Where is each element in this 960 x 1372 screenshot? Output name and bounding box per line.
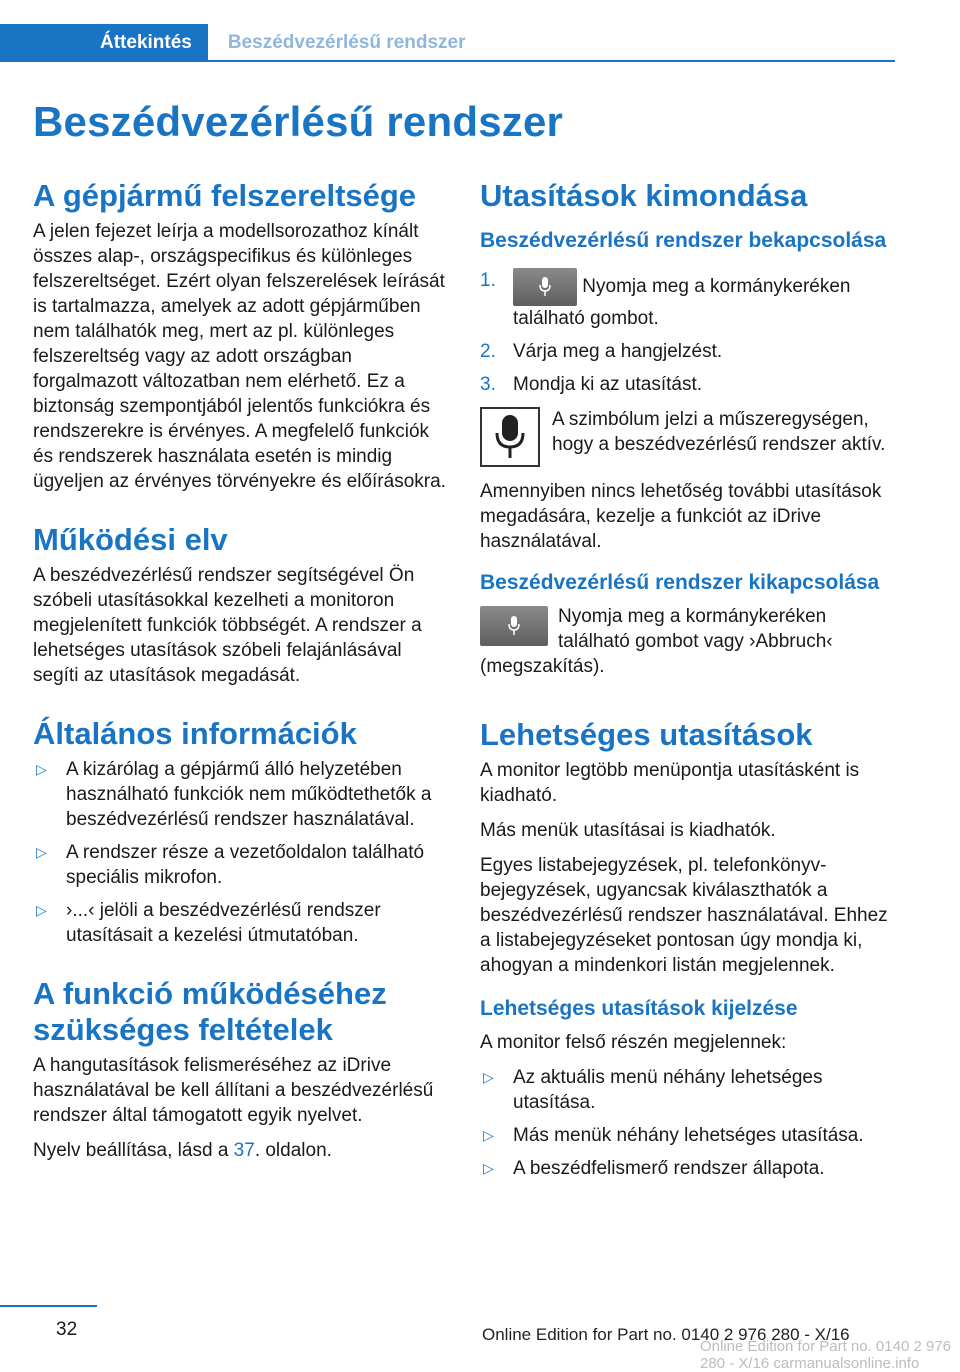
language-suffix: . oldalon. <box>254 1140 332 1161</box>
microphone-icon <box>480 407 540 467</box>
language-setting-text <box>33 1138 449 1163</box>
subtitle-display-commands: Lehetséges utasítások kijelzése <box>480 997 798 1020</box>
section-title-commands: Utasítások kimondása <box>480 178 808 213</box>
language-prefix: Nyelv beállítása, lásd a <box>33 1140 234 1161</box>
triangle-bullet-icon: ▷ <box>36 761 47 777</box>
triangle-bullet-icon: ▷ <box>36 902 47 918</box>
header-tabs <box>0 24 485 62</box>
list-item-text: Más menük néhány lehetséges utasítása. <box>513 1125 864 1146</box>
step-item <box>480 339 900 364</box>
deactivate-row <box>480 604 900 689</box>
header-divider <box>0 60 895 62</box>
section-title-equipment: A gépjármű felszereltsége <box>33 178 417 213</box>
step-text: Várja meg a hangjelzést. <box>513 341 723 362</box>
commands-p1: A monitor legtöbb menüpontja utasításként is kiadható. <box>480 760 860 806</box>
step-number: 3. <box>480 374 496 395</box>
list-item <box>33 898 449 948</box>
page-title: Beszédvezérlésű rendszer <box>33 98 564 145</box>
list-item-text: A beszédfelismerő rendszer állapota. <box>513 1158 825 1179</box>
triangle-bullet-icon: ▷ <box>36 844 47 860</box>
voice-button-icon <box>513 268 577 306</box>
section-title-possible-commands: Lehetséges utasítások <box>480 717 813 752</box>
triangle-bullet-icon: ▷ <box>483 1069 494 1085</box>
tab-overview[interactable]: Áttekintés <box>0 24 208 62</box>
commands-p2: Más menük utasításai is kiadhatók. <box>480 820 776 841</box>
triangle-bullet-icon: ▷ <box>483 1160 494 1176</box>
triangle-bullet-icon: ▷ <box>483 1127 494 1143</box>
general-info-list <box>33 757 449 948</box>
tab-voice-control[interactable]: Beszédvezérlésű rendszer <box>227 32 466 53</box>
display-text: A monitor felső részén megjelennek: <box>480 1032 787 1053</box>
equipment-text: A jelen fejezet leírja a modellsorozathoz kínált összes alap-, országspecifikus és különleges felszereltséget. Ezért olyan felszerelések leírását is tartalmazza, amelyek az adott gépjárműben nem találhatók meg, mert az pl. különleges felszereltség vagy az adott országban forgalmazott változatban nem elérhető. Ez a biztonság szempontjából jelentős funkciókra és rendszerekre is érvényes. A megfelelő funkciók és rendszerek használata esetén is mindig ügyeljen az érvényes törvényekre és előírásokra. <box>33 221 446 492</box>
step-number: 1. <box>480 270 496 291</box>
edition-text: Online Edition for Part no. 0140 2 976 280 - X/16 <box>482 1325 850 1344</box>
subtitle-deactivate: Beszédvezérlésű rendszer kikapcsolása <box>480 571 880 594</box>
step-text: Nyomja meg a kormánykeréken található gombot. <box>513 276 851 329</box>
page-link[interactable]: 37 <box>233 1140 255 1161</box>
deactivate-text: Nyomja meg a kormánykeréken található gombot vagy ›Abbruch‹ (megszakítás). <box>480 606 833 677</box>
left-column <box>33 178 449 1173</box>
display-list <box>480 1065 900 1181</box>
list-item-text: Az aktuális menü néhány lehetséges utasítása. <box>513 1067 823 1113</box>
list-item <box>33 757 449 832</box>
footer-divider <box>0 1305 97 1307</box>
section-title-requirements: A funkció működéséhez szükséges feltételek <box>33 976 387 1047</box>
list-item <box>480 1065 900 1115</box>
right-column <box>480 178 900 1191</box>
step-item <box>480 268 900 331</box>
principle-text: A beszédvezérlésű rendszer segítségével Ön szóbeli utasításokkal kezelheti a monitoron megjelenített funkciók többségét. A rendszer a lehetséges utasítások szóbeli felajánlásával segíti az utasítások megadását. <box>33 565 422 686</box>
page-number: 32 <box>56 1319 78 1340</box>
section-title-general-info: Általános információk <box>33 716 357 751</box>
subtitle-activate: Beszédvezérlésű rendszer bekapcsolása <box>480 229 887 252</box>
list-item-text: ›...‹ jelöli a beszédvezérlésű rendszer utasításait a kezelési útmutatóban. <box>66 900 381 946</box>
steps-list <box>480 268 900 397</box>
list-item-text: A rendszer része a vezetőoldalon található speciális mikrofon. <box>66 842 425 888</box>
symbol-row <box>480 407 900 467</box>
list-item <box>480 1123 900 1148</box>
list-item-text: A kizárólag a gépjármű álló helyzetében használható funkciók nem működtethetők a beszédvezérlésű rendszer használatával. <box>66 759 432 830</box>
list-item <box>33 840 449 890</box>
idrive-text: Amennyiben nincs lehetőség további utasítások megadására, kezelje a funkciót az iDrive használatával. <box>480 481 882 552</box>
symbol-text: A szimbólum jelzi a műszeregységen, hogy a beszédvezérlésű rendszer aktív. <box>552 409 886 455</box>
step-text: Mondja ki az utasítást. <box>513 374 703 395</box>
voice-button-icon <box>480 606 548 646</box>
watermark: Online Edition for Part no. 0140 2 976 280 - X/16 carmanualsonline.info <box>700 1338 952 1372</box>
commands-p3: Egyes listabejegyzések, pl. telefonkönyv-bejegyzések, ugyancsak kiválaszthatók a beszédvezérlésű rendszer használatával. Ehhez a listabejegyzéseket pontosan úgy mondja ki, ahogyan a mindenkori listán megjelennek. <box>480 855 888 976</box>
list-item <box>480 1156 900 1181</box>
section-title-principle: Működési elv <box>33 522 228 557</box>
step-number: 2. <box>480 341 496 362</box>
step-item <box>480 372 900 397</box>
requirements-text: A hangutasítások felismeréséhez az iDrive használatával be kell állítani a beszédvezérlésű rendszer által támogatott egyik nyelvet. <box>33 1055 434 1126</box>
